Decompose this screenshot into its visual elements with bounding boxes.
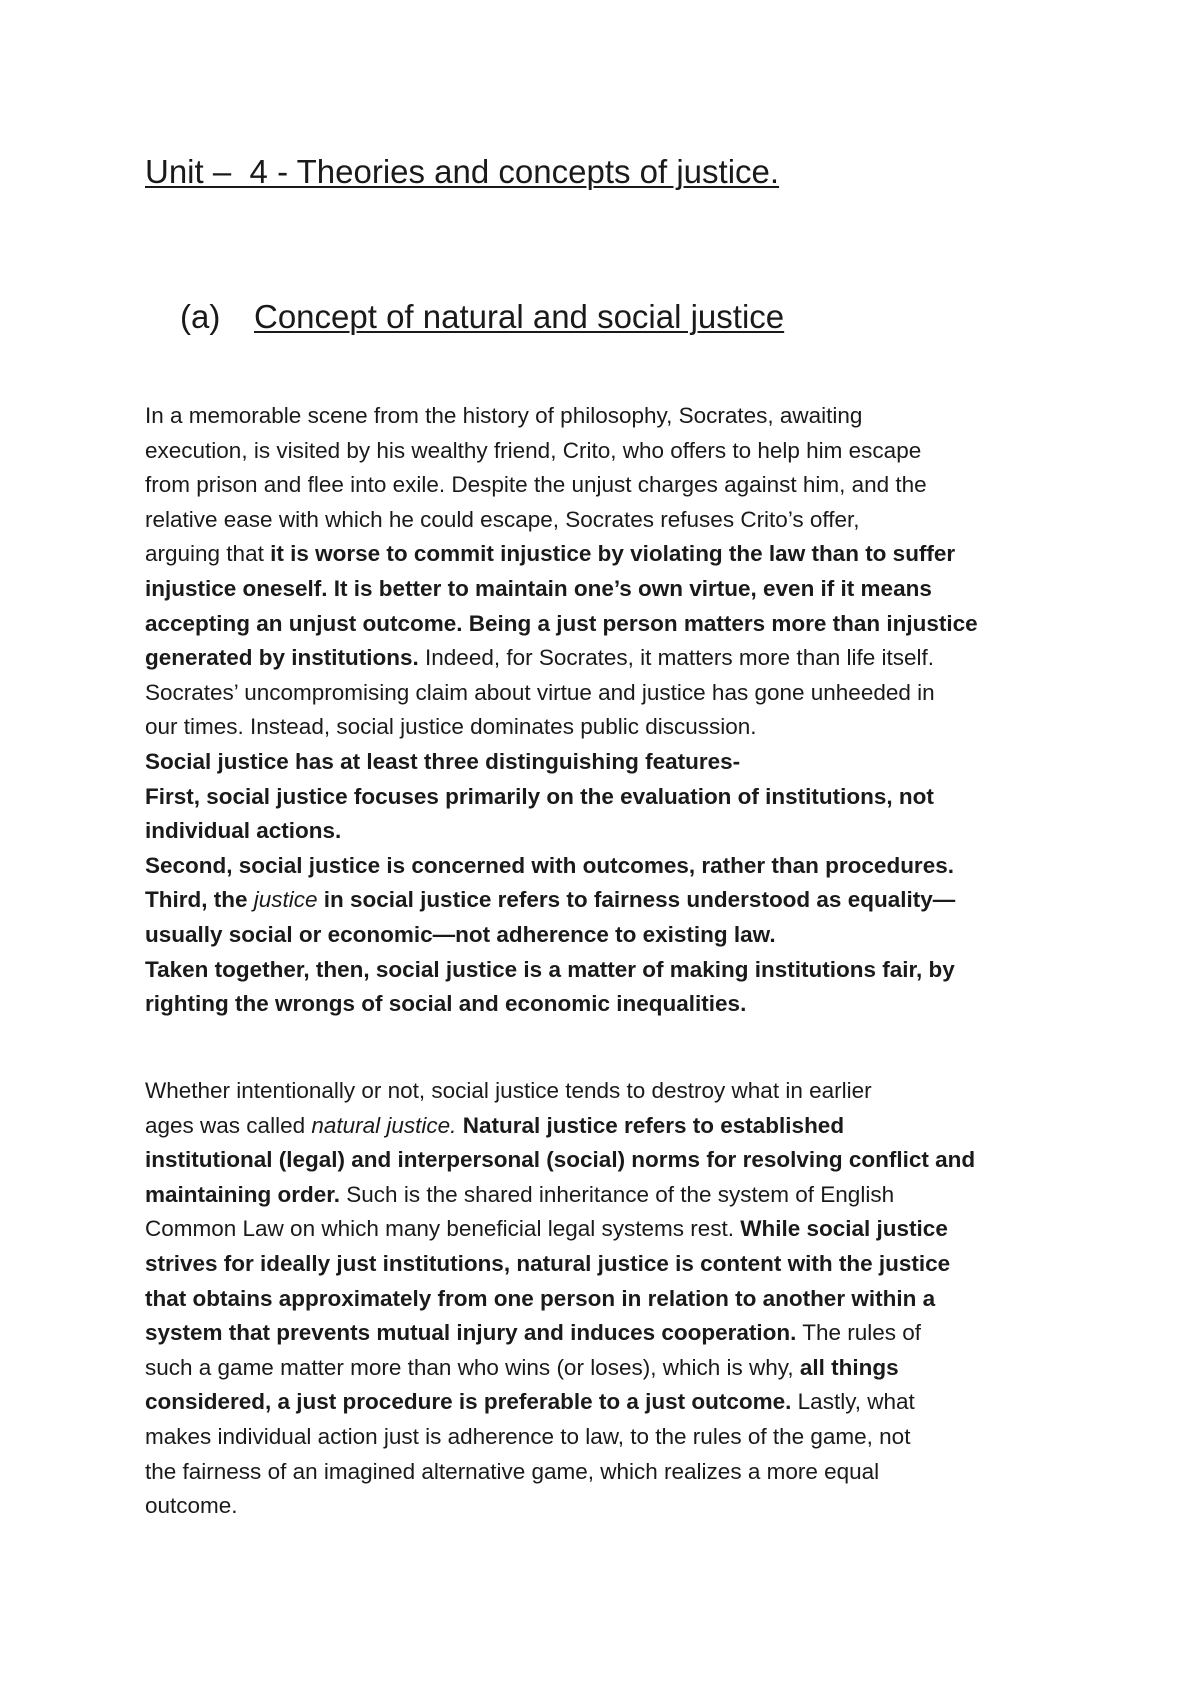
text-run: The rules of (796, 1320, 922, 1346)
bold-text-run: Second, social justice is concerned with outcomes, rather than procedures. (145, 852, 954, 878)
text-line (145, 745, 1075, 780)
text-line (145, 468, 1075, 503)
bold-text-run: all things (799, 1354, 899, 1380)
paragraph-socrates (145, 399, 1075, 1022)
text-line (145, 1489, 1075, 1524)
text-run: from prison and flee into exile. Despite the unjust charges against him, and the (145, 472, 927, 498)
text-line (145, 883, 1075, 918)
paragraph-natural-justice (145, 1074, 1075, 1524)
bold-text-run: Taken together, then, social justice is a matter of making institutions fair, by (145, 956, 955, 982)
bold-text-run: generated by institutions. (145, 645, 419, 671)
bold-text-run: it is worse to commit injustice by violating the law than to suffer (270, 541, 956, 567)
text-line (145, 814, 1075, 849)
text-line (145, 918, 1075, 953)
text-line (145, 1282, 1075, 1317)
bold-text-run: Social justice has at least three distinguishing features- (145, 748, 741, 774)
text-line (145, 1316, 1075, 1351)
text-run: Lastly, what (791, 1389, 915, 1415)
text-line (145, 1109, 1075, 1144)
text-line (145, 953, 1075, 988)
bold-text-run: individual actions. (145, 818, 342, 844)
bold-text-run: in social justice refers to fairness understood as equality— (317, 887, 956, 913)
bold-text-run: Natural justice refers to established (456, 1112, 845, 1138)
text-run: our times. Instead, social justice dominates public discussion. (145, 714, 757, 740)
text-run: ages was called (145, 1112, 312, 1138)
text-run: Whether intentionally or not, social justice tends to destroy what in earlier (145, 1078, 872, 1103)
bold-text-run: While social justice (740, 1216, 948, 1242)
text-run: Socrates’ uncompromising claim about virtue and justice has gone unheeded in (145, 679, 935, 705)
bold-text-run: that obtains approximately from one person in relation to another within a (145, 1285, 936, 1311)
text-run: In a memorable scene from the history of philosophy, Socrates, awaiting (145, 403, 863, 428)
text-line (145, 1143, 1075, 1178)
bold-text-run: considered, a just procedure is preferable to a just outcome. (145, 1389, 792, 1415)
bold-text-run: maintaining order. (145, 1181, 341, 1207)
text-line (145, 987, 1075, 1022)
bold-text-run: institutional (legal) and interpersonal (social) norms for resolving conflict and (145, 1147, 976, 1173)
italic-text-run: natural justice. (311, 1112, 457, 1138)
text-run: Common Law on which many beneficial legal systems rest. (145, 1216, 741, 1242)
text-line (145, 1351, 1075, 1386)
text-line (145, 1074, 1075, 1109)
text-line (145, 537, 1075, 572)
section-marker: (a) (180, 298, 221, 335)
text-run: execution, is visited by his wealthy friend, Crito, who offers to help him escape (145, 437, 922, 463)
text-run: relative ease with which he could escape, Socrates refuses Crito’s offer, (145, 506, 860, 532)
text-run: arguing that (145, 541, 271, 567)
text-line (145, 780, 1075, 815)
text-run: makes individual action just is adherence to law, to the rules of the game, not (145, 1423, 911, 1449)
text-line (145, 1455, 1075, 1490)
italic-text-run: justice (253, 887, 318, 913)
text-line (145, 572, 1075, 607)
text-line (145, 676, 1075, 711)
text-run: outcome. (145, 1493, 238, 1519)
document-title: Unit – 4 - Theories and concepts of justice. (145, 153, 780, 190)
text-line (145, 1385, 1075, 1420)
bold-text-run: usually social or economic—not adherence to existing law. (145, 921, 776, 947)
text-run: such a game matter more than who wins (or loses), which is why, (145, 1354, 800, 1380)
section-heading-text: Concept of natural and social justice (254, 298, 785, 335)
bold-text-run: system that prevents mutual injury and induces cooperation. (145, 1320, 797, 1346)
text-line (145, 1420, 1075, 1455)
text-line (145, 1212, 1075, 1247)
text-run: the fairness of an imagined alternative game, which realizes a more equal (145, 1458, 880, 1484)
bold-text-run: righting the wrongs of social and economic inequalities. (145, 991, 747, 1017)
bold-text-run: strives for ideally just institutions, natural justice is content with the justice (145, 1250, 951, 1276)
text-line (145, 399, 1075, 434)
text-line (145, 503, 1075, 538)
section-heading (180, 295, 784, 339)
text-line (145, 641, 1075, 676)
bold-text-run: injustice oneself. It is better to maintain one’s own virtue, even if it means (145, 575, 932, 601)
text-line (145, 849, 1075, 884)
text-line (145, 710, 1075, 745)
text-line (145, 434, 1075, 469)
bold-text-run: Third, the (145, 887, 254, 913)
text-line (145, 1178, 1075, 1213)
bold-text-run: accepting an unjust outcome. Being a just person matters more than injustice (145, 610, 978, 636)
text-run: Such is the shared inheritance of the system of English (340, 1181, 895, 1207)
text-line (145, 1247, 1075, 1282)
text-line (145, 607, 1075, 642)
text-run: Indeed, for Socrates, it matters more than life itself. (418, 645, 935, 671)
bold-text-run: First, social justice focuses primarily on the evaluation of institutions, not (145, 783, 934, 809)
